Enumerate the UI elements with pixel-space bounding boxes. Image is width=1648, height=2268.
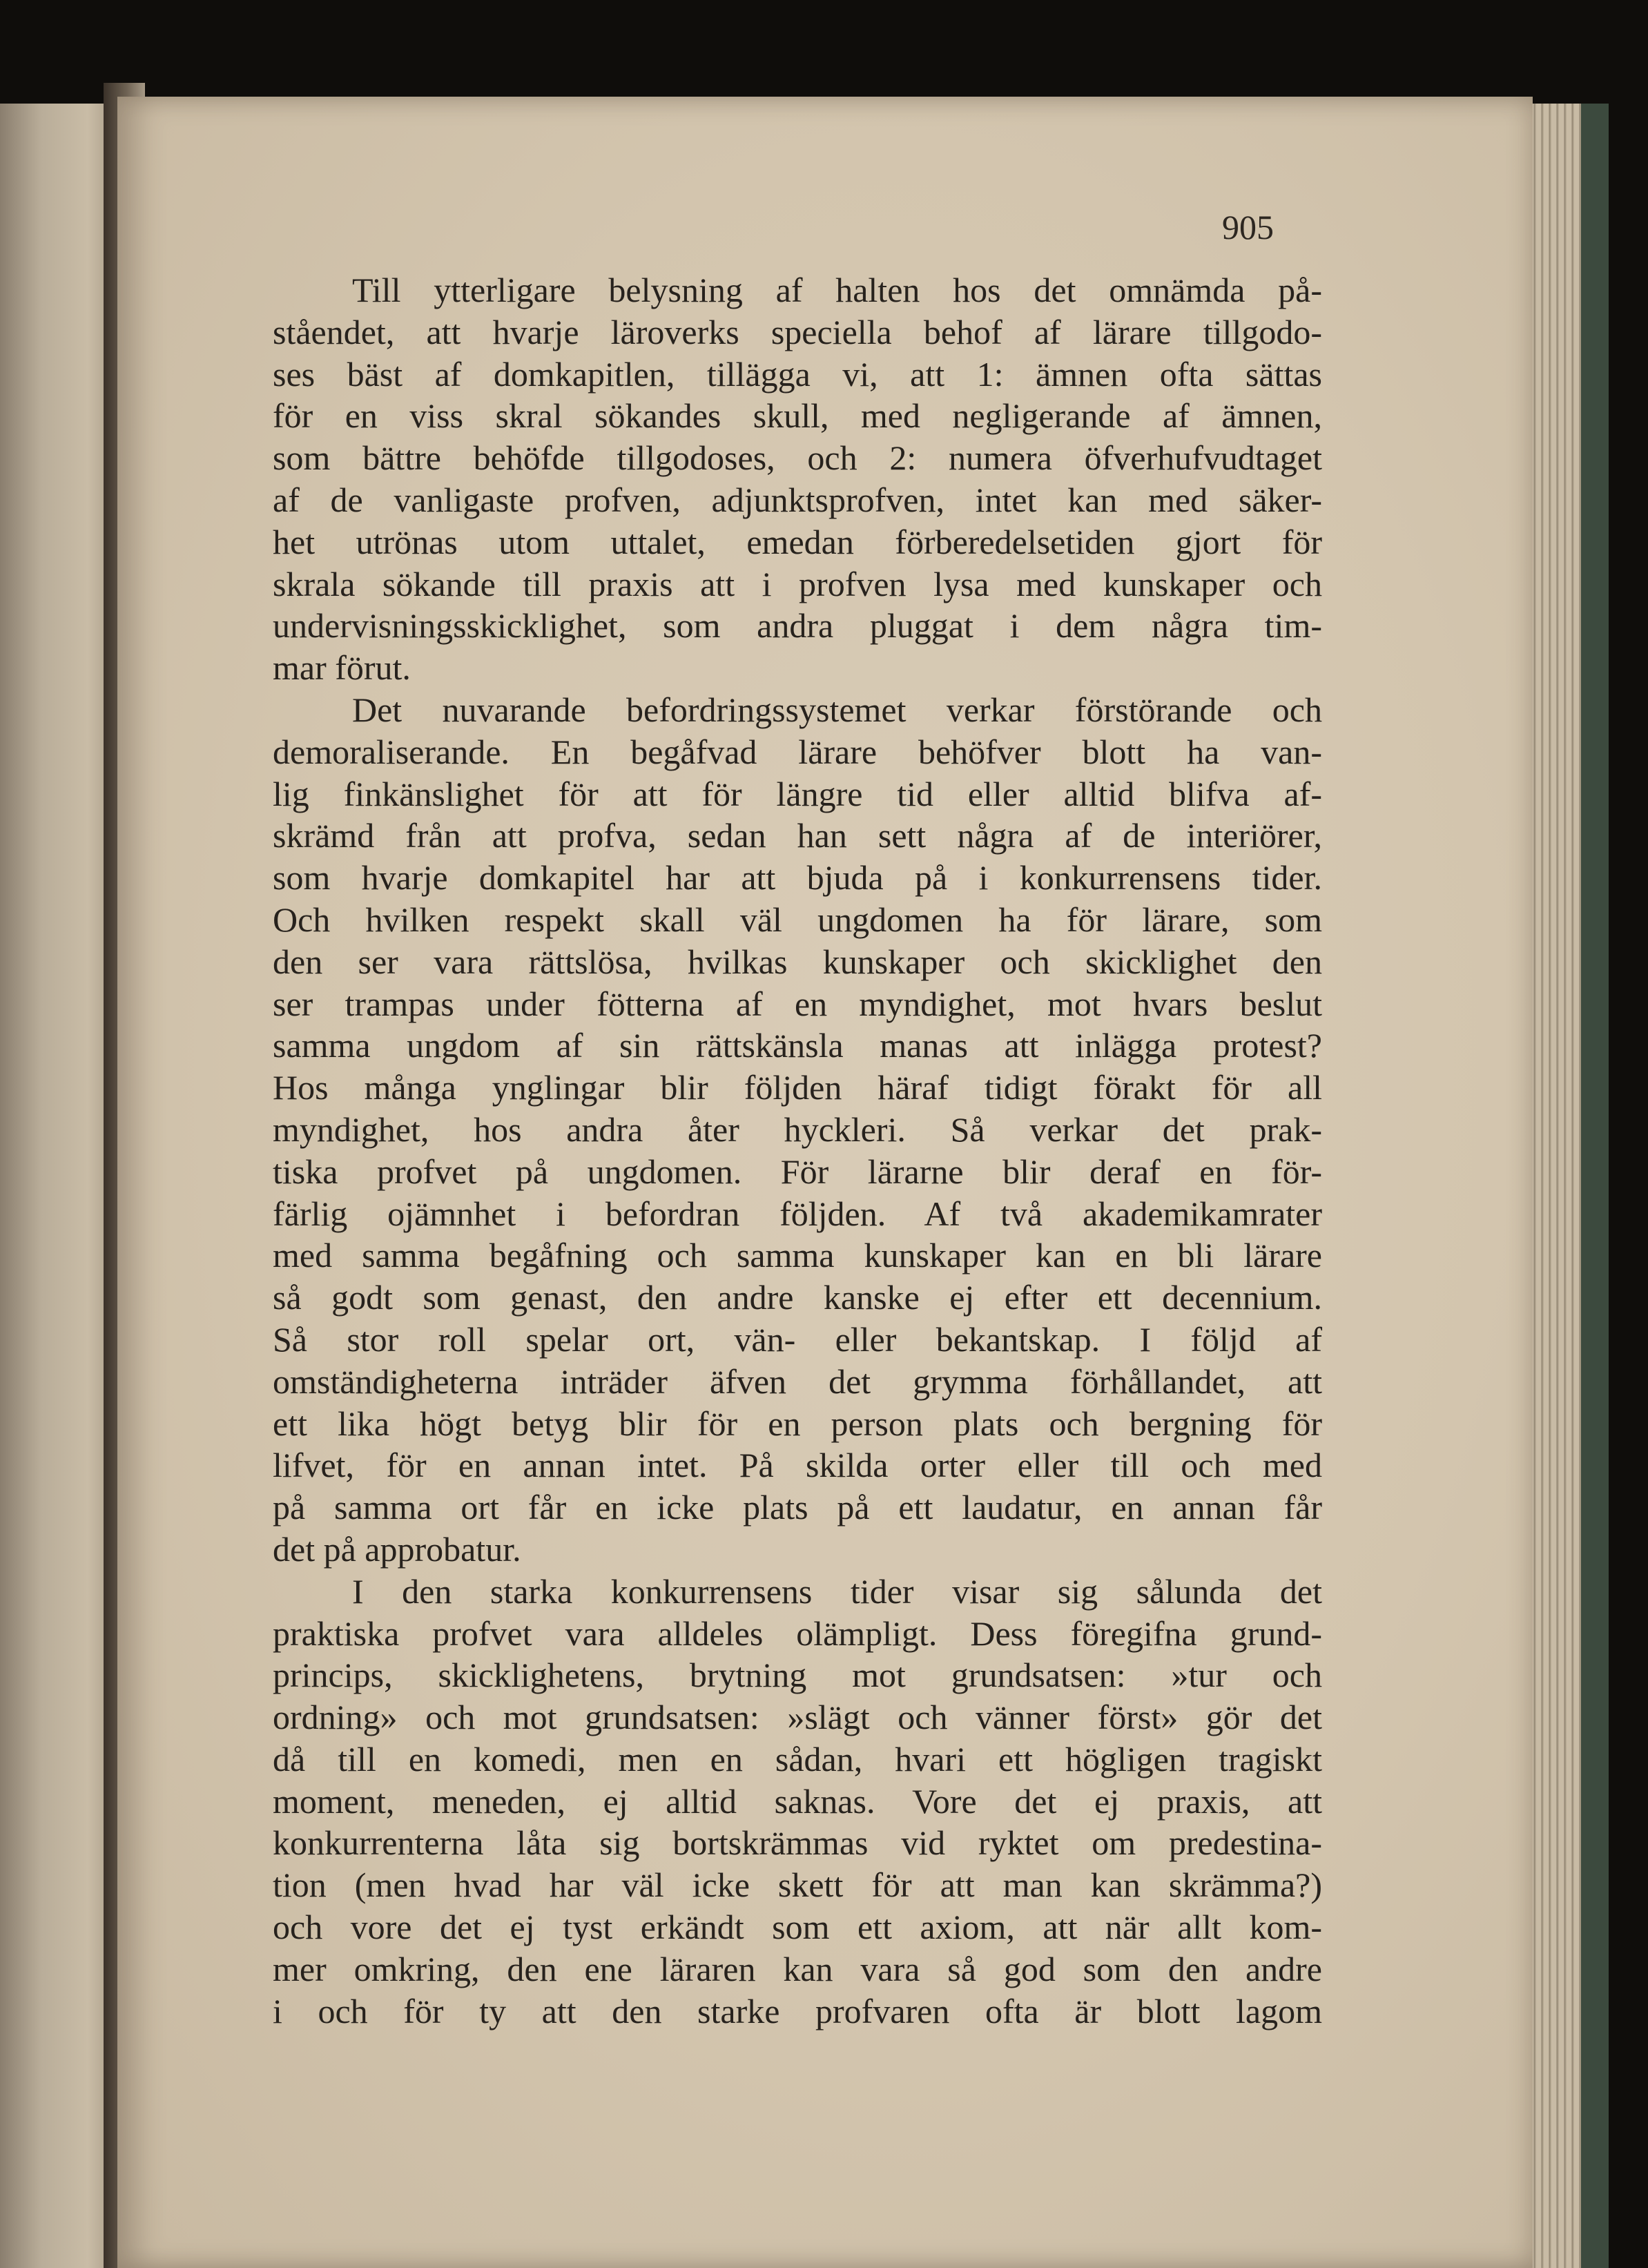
text-line: med samma begåfning och samma kunskaper kan en bli lärare [273, 1236, 1322, 1275]
facing-page-edge [0, 104, 117, 2268]
text-line: Hos många ynglingar blir följden häraf tidigt förakt för all [273, 1068, 1322, 1107]
text-line: princips, skicklighetens, brytning mot grundsatsen: »tur och [273, 1656, 1322, 1695]
text-line: praktiska profvet vara alldeles olämpligt. Dess föregifna grund- [273, 1613, 1322, 1653]
text-line: lig finkänslighet för att för längre tid eller alltid blifva af- [273, 774, 1322, 813]
text-line: Till ytterligare belysning af halten hos det omnämda på- [352, 271, 1322, 309]
page-number: 905 [1222, 208, 1274, 246]
text-line: så godt som genast, den andre kanske ej efter ett decennium. [273, 1278, 1322, 1317]
text-line: det på approbatur. [273, 1529, 521, 1569]
text-line: ser trampas under fötterna af en myndighet, mot hvars beslut [273, 984, 1322, 1023]
book-cover-edge [1581, 104, 1609, 2268]
text-line: het utrönas utom uttalet, emedan förberedelsetiden gjort för [273, 522, 1322, 561]
text-line: af de vanligaste profven, adjunktsprofven, intet kan med säker- [273, 480, 1322, 519]
text-line: Och hvilken respekt skall väl ungdomen ha för lärare, som [273, 900, 1322, 939]
text-line: konkurrenterna låta sig bortskrämmas vid ryktet om predestina- [273, 1823, 1322, 1863]
text-line: för en viss skral sökandes skull, med negligerande af ämnen, [273, 396, 1322, 436]
text-line: som bättre behöfde tillgodoses, och 2: numera öfverhufvudtaget [273, 438, 1322, 478]
text-line: omständigheterna inträder äfven det grymma förhållandet, att [273, 1361, 1322, 1401]
text-line: lifvet, för en annan intet. På skilda orter eller till och med [273, 1446, 1322, 1485]
text-line: ordning» och mot grundsatsen: »slägt och vänner först» gör det [273, 1698, 1322, 1737]
text-line: och vore det ej tyst erkändt som ett axiom, att när allt kom- [273, 1908, 1322, 1947]
body-text [273, 269, 1322, 2032]
text-line: i och för ty att den starke profvaren ofta är blott lagom [273, 1991, 1322, 2030]
text-line: ett lika högt betyg blir för en person plats och bergning för [273, 1404, 1322, 1443]
text-line: ståendet, att hvarje läroverks speciella behof af lärare tillgodo- [273, 312, 1322, 351]
text-line: den ser vara rättslösa, hvilkas kunskaper och skicklighet den [273, 942, 1322, 981]
text-line: Det nuvarande befordringssystemet verkar förstörande och [352, 690, 1322, 729]
text-line: Så stor roll spelar ort, vän- eller bekantskap. I följd af [273, 1319, 1322, 1359]
text-line: myndighet, hos andra åter hyckleri. Så verkar det prak- [273, 1109, 1322, 1149]
text-line: undervisningsskicklighet, som andra pluggat i dem några tim- [273, 606, 1322, 646]
text-line: skrala sökande till praxis att i profven lysa med kunskaper och [273, 564, 1322, 603]
text-line: demoraliserande. En begåfvad lärare behöfver blott ha van- [273, 732, 1322, 771]
text-line: då till en komedi, men en sådan, hvari ett högligen tragiskt [273, 1739, 1322, 1778]
text-line: moment, meneden, ej alltid saknas. Vore det ej praxis, att [273, 1781, 1322, 1821]
text-line: samma ungdom af sin rättskänsla manas att inlägga protest? [273, 1026, 1322, 1065]
text-line: mar förut. [273, 648, 411, 688]
text-line: skrämd från att profva, sedan han sett några af de interiörer, [273, 816, 1322, 855]
text-line: färlig ojämnhet i befordran följden. Af två akademikamrater [273, 1194, 1322, 1233]
text-line: som hvarje domkapitel har att bjuda på i konkurrensens tider. [273, 858, 1322, 898]
text-line: på samma ort får en icke plats på ett laudatur, en annan får [273, 1488, 1322, 1527]
text-line: mer omkring, den ene läraren kan vara så god som den andre [273, 1949, 1322, 1988]
text-line: I den starka konkurrensens tider visar sig sålunda det [352, 1571, 1322, 1611]
text-line: tion (men hvad har väl icke skett för att man kan skrämma?) [273, 1865, 1322, 1905]
text-line: ses bäst af domkapitlen, tillägga vi, att 1: ämnen ofta sättas [273, 354, 1322, 394]
text-line: tiska profvet på ungdomen. För lärarne blir deraf en för- [273, 1152, 1322, 1191]
